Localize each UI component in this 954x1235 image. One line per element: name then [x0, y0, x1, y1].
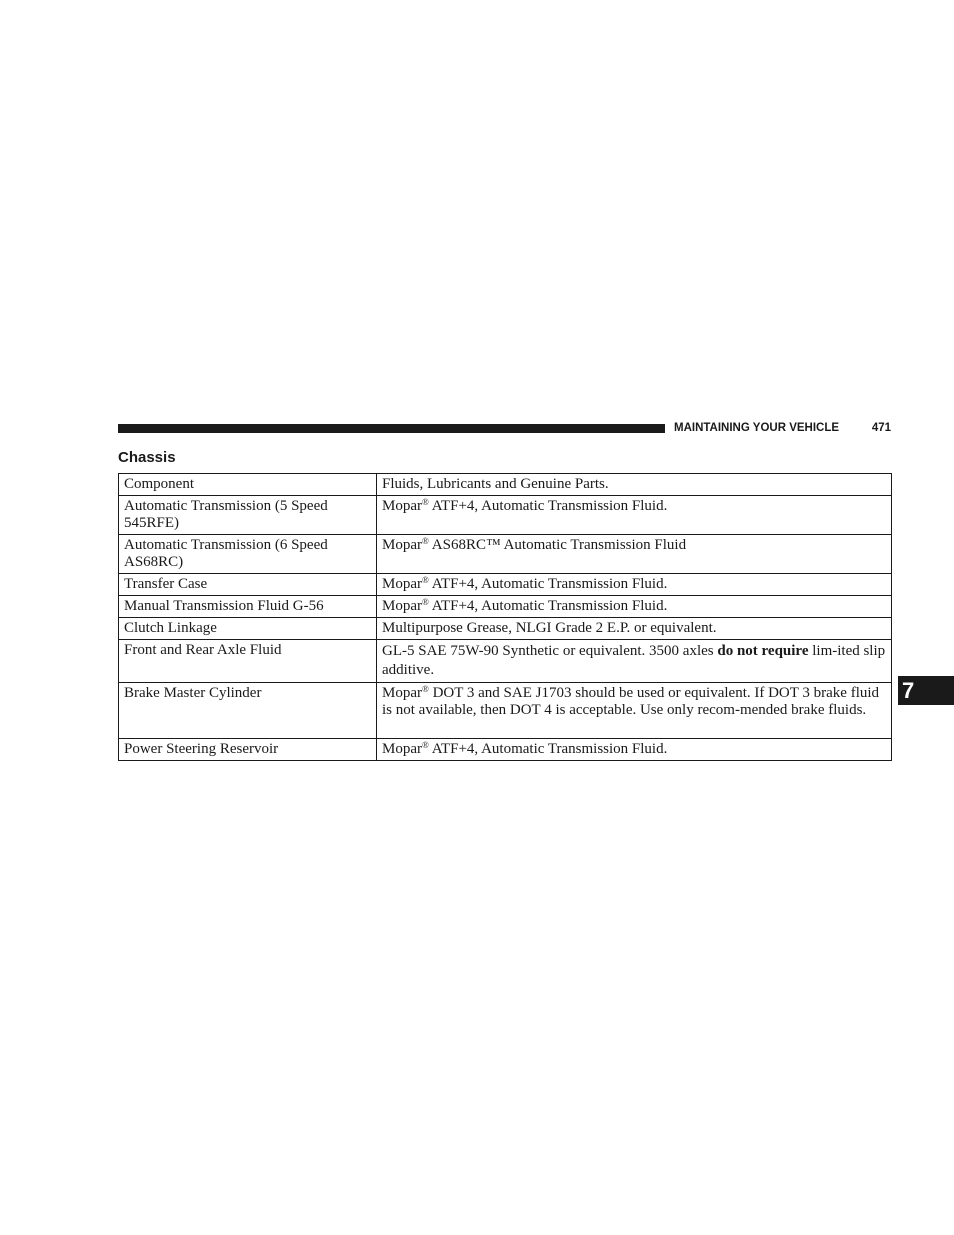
component-cell: Automatic Transmission (5 Speed 545RFE)	[119, 496, 377, 535]
header-section-label: MAINTAINING YOUR VEHICLE	[674, 422, 840, 434]
fluid-spec: ATF+4, Automatic Transmission Fluid.	[428, 598, 668, 614]
table-row	[119, 640, 892, 683]
fluid-cell	[377, 535, 892, 574]
component-cell: Clutch Linkage	[119, 618, 377, 640]
component-cell: Brake Master Cylinder	[119, 683, 377, 739]
fluid-cell	[377, 574, 892, 596]
component-cell: Power Steering Reservoir	[119, 739, 377, 761]
component-cell: Front and Rear Axle Fluid	[119, 640, 377, 683]
table-header-row	[119, 474, 892, 496]
page-number: 471	[871, 422, 891, 434]
fluid-spec-continued: lim-ited slip additive.	[382, 643, 886, 678]
registered-mark: ®	[422, 497, 429, 507]
component-cell: Automatic Transmission (6 Speed AS68RC)	[119, 535, 377, 574]
fluid-cell	[377, 640, 892, 683]
brand-name: Mopar	[382, 576, 422, 592]
fluid-spec: DOT 3 and SAE J1703 should be used or equivalent. If DOT 3 brake fluid is not available, then DOT 4 is acceptable. Use only recom-mended brake fluids.	[382, 685, 880, 718]
registered-mark: ®	[422, 575, 429, 585]
table-row	[119, 596, 892, 618]
registered-mark: ®	[422, 536, 429, 546]
fluid-cell	[377, 596, 892, 618]
registered-mark: ®	[422, 597, 429, 607]
fluid-cell	[377, 739, 892, 761]
fluid-cell	[377, 496, 892, 535]
fluid-cell: Multipurpose Grease, NLGI Grade 2 E.P. or equivalent.	[377, 618, 892, 640]
registered-mark: ®	[422, 684, 429, 694]
table-row	[119, 574, 892, 596]
component-cell: Manual Transmission Fluid G-56	[119, 596, 377, 618]
running-header	[674, 420, 891, 436]
chassis-fluids-table	[118, 473, 892, 761]
fluid-cell	[377, 683, 892, 739]
header-cell-fluids: Fluids, Lubricants and Genuine Parts.	[377, 474, 892, 496]
fluid-emphasis: do not require	[717, 643, 809, 659]
table-row	[119, 496, 892, 535]
fluid-spec: ATF+4, Automatic Transmission Fluid.	[428, 498, 668, 514]
brand-name: Mopar	[382, 537, 422, 553]
chapter-tab: 7	[898, 676, 954, 705]
fluid-spec: AS68RC™ Automatic Transmission Fluid	[428, 537, 687, 553]
header-cell-component: Component	[119, 474, 377, 496]
table-row	[119, 683, 892, 739]
fluid-spec: GL-5 SAE 75W-90 Synthetic or equivalent. 3500 axles	[382, 643, 718, 659]
brand-name: Mopar	[382, 685, 422, 701]
brand-name: Mopar	[382, 741, 422, 757]
component-cell: Transfer Case	[119, 574, 377, 596]
fluid-spec: ATF+4, Automatic Transmission Fluid.	[428, 576, 668, 592]
registered-mark: ®	[422, 740, 429, 750]
table-row	[119, 739, 892, 761]
table-row	[119, 535, 892, 574]
brand-name: Mopar	[382, 498, 422, 514]
table-row	[119, 618, 892, 640]
fluid-spec: ATF+4, Automatic Transmission Fluid.	[428, 741, 668, 757]
brand-name: Mopar	[382, 598, 422, 614]
header-rule	[118, 424, 665, 433]
section-title: Chassis	[118, 449, 176, 466]
